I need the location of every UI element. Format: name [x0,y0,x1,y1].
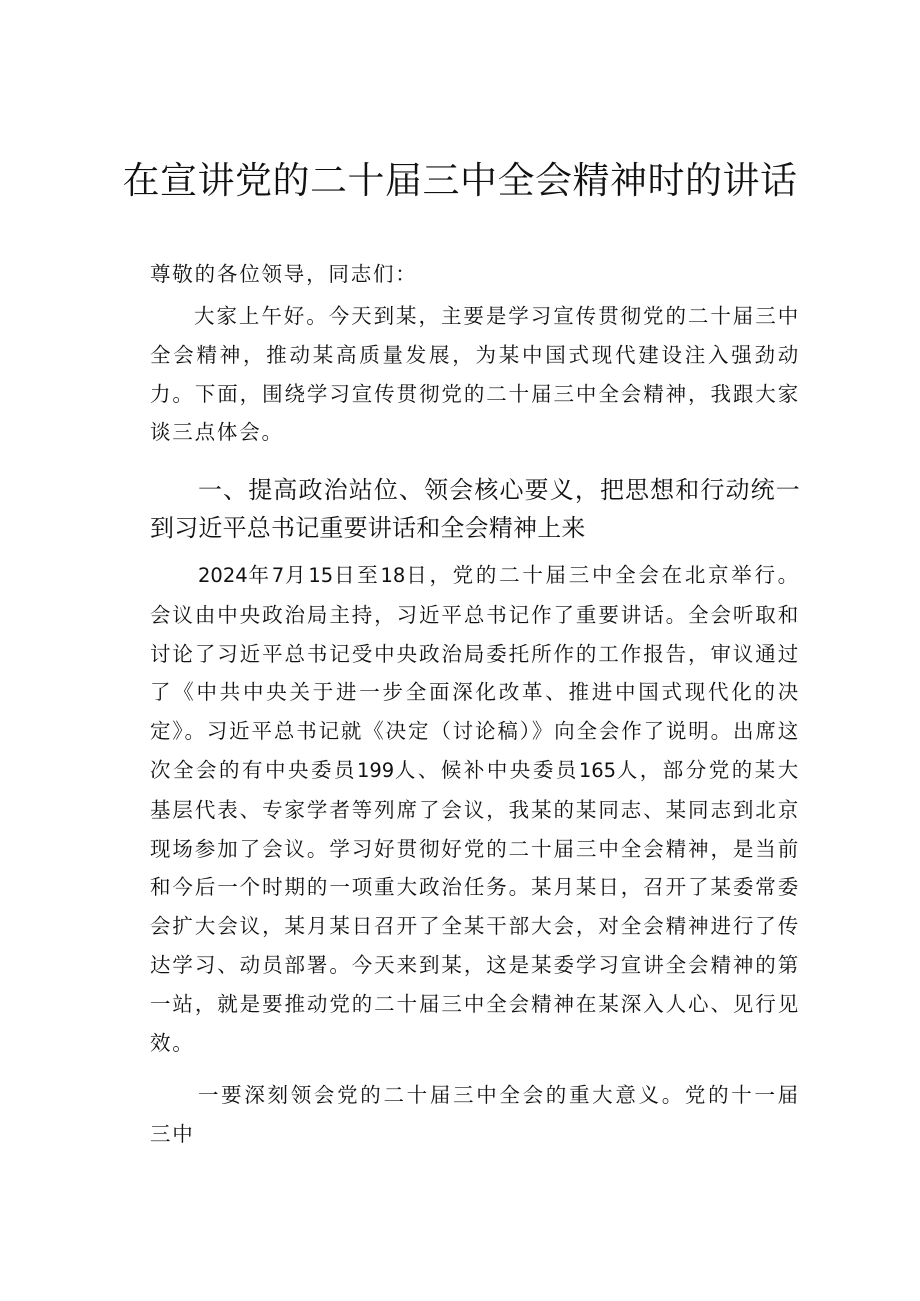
year-number: 2024 [198,564,248,587]
text-segment: 年 [247,563,272,587]
text-segment: 人、候补中央委员 [394,757,579,782]
end-day-number: 18 [380,564,406,587]
text-segment: 日，党的二十届三中全会在北京举行。会议由中央政治局主持，习近平总书记作了重要讲话。全会听取和讨论了习近平总书记受中央政治局委托所作的工作报告，审议通过了《中共中央关于进一步全面深化改革、推进中国式现代化的决定》。习近平总书记就《决定（讨论稿）》向全会作了说明。出席这次全会的有中央委员 [150,563,800,782]
paragraph-opening: 大家上午好。今天到某，主要是学习宣传贯彻党的二十届三中全会精神，推动某高质量发展，为某中国式现代建设注入强劲动力。下面，围绕学习宣传贯彻党的二十届三中全会精神，我跟大家谈三点体会。 [150,304,800,445]
paragraph-plenum-overview [150,556,800,1062]
alternates-count: 165 [578,758,617,782]
section-heading-1: 一、提高政治站位、领会核心要义，把思想和行动统一到习近平总书记重要讲话和全会精神上来 [150,476,800,542]
salutation: 尊敬的各位领导，同志们： [150,262,418,286]
start-day-number: 15 [308,564,334,587]
document-title: 在宣讲党的二十届三中全会精神时的讲话 [122,159,798,202]
paragraph-significance: 一要深刻领会党的二十届三中全会的重大意义。党的十一届三中 [150,1083,800,1146]
text-segment: 月 [284,563,309,587]
text-segment: 日至 [333,563,381,587]
text-segment: 人，部分党的某大基层代表、专家学者等列席了会议，我某的某同志、某同志到北京现场参加了会议。学习好贯彻好党的二十届三中全会精神，是当前和今后一个时期的一项重大政治任务。某月某日，召开了某委常委会扩大会议，某月某日召开了全某干部大会，对全会精神进行了传达学习、动员部署。今天来到某，这是某委学习宣讲全会精神的第一站，就是要推动党的二十届三中全会精神在某深入人心、见行见效。 [150,757,800,1055]
members-count: 199 [356,758,395,782]
month-number: 7 [271,564,285,587]
